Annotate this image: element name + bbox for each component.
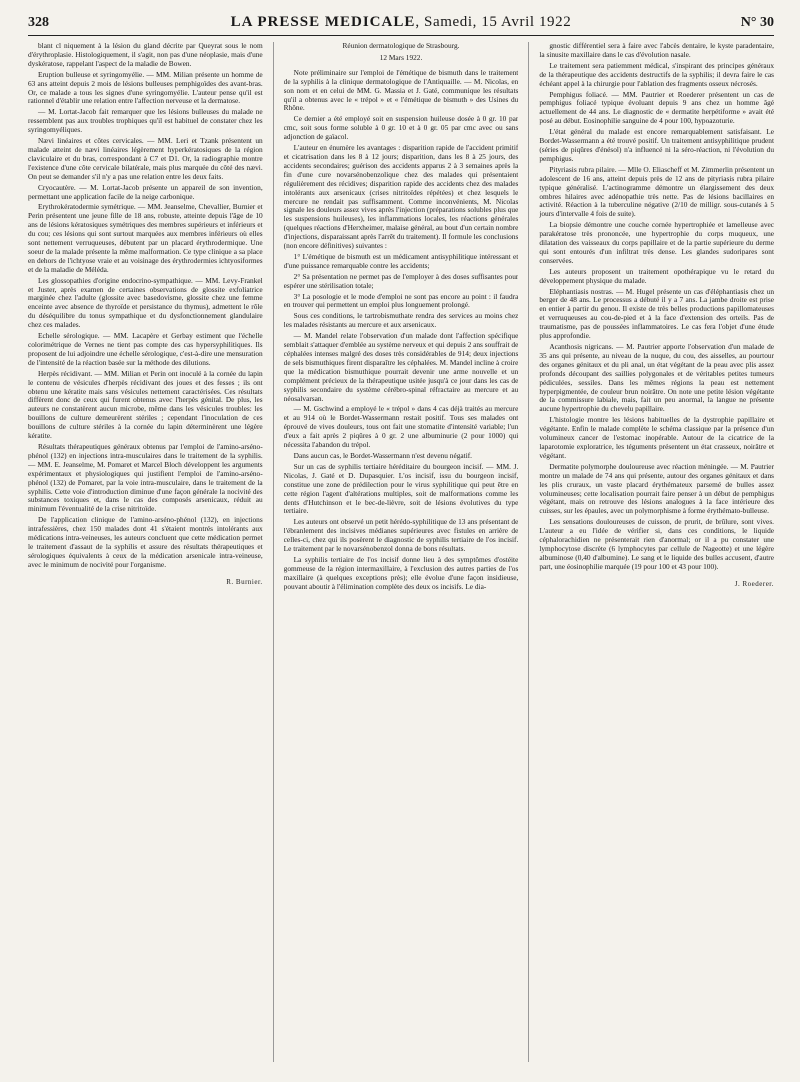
paragraph: blant cl niquement à la lésion du gland décrite par Queyrat sous le nom d'érythroplasie. Histologiquement, il s'agit, non pas d'une néoplasie, mais d'une dyskératose, rappelant l'aspect de la maladie de Bowen. — [28, 42, 263, 68]
signature: R. Burnier. — [226, 577, 263, 586]
paragraph: Eruption bulleuse et syringomyélie. — MM. Milian présente un homme de 63 ans atteint depuis 2 mois de lésions bulleuses pemphigoïdes des avant-bras. Or, ce malade a tous les signes d'une syringomyélie. L'auteur pense qu'il est rationnel d'établir une relation entre l'affection nerveuse et la dermatose. — [28, 69, 263, 106]
paragraph: L'état général du malade est encore remarquablement satisfaisant. Le Bordet-Wassermann a été trouvé positif. Un traitement antisyphilitique prudent (séries de piqûres d'énésol) n'a influencé ni la séro-réaction, ni l'évolution du pemphigus. — [539, 127, 775, 163]
column-1 — [28, 42, 263, 1062]
paragraph: 1° L'émétique de bismuth est un médicament antisyphilitique intéressant et d'une puissance remarquable contre les accidents; — [283, 251, 519, 270]
paragraph: Echelle sérologique. — MM. Lacapère et Gerbay estiment que l'échelle colorimétrique de Vernes ne tient pas compte des cas hypersyphilitiques. Ils proposent de lui adjoindre une échelle sérologique, c'est-à-dire une mensuration de l'intensité de la réaction basée sur la méthode des dilutions. — [28, 331, 263, 367]
paragraph: Dans aucun cas, le Bordet-Wassermann n'est devenu négatif. — [293, 450, 473, 460]
section-heading: Réunion dermatologique de Strasbourg. — [342, 42, 460, 50]
issue-number: N° 30 — [740, 15, 774, 30]
paragraph: De l'application clinique de l'amino-arséno-phénol (132), en injections intrafessières, chez 150 malades dont 41 s'étaient montrés intolérants aux médications intra-veineuses, les auteurs concluent que cette médication permet le traitement d'assaut de la syphilis et assure des résultats thérapeutiques et sérologiques équivalents à ceux de la médication arsenicale intra-veineuse, avec le minimum de nocivité pour l'organisme. — [28, 515, 263, 569]
paragraph: — M. Mandel relate l'observation d'un malade dont l'affection spécifique semblait s'attaquer d'emblée au système nerveux et qui depuis 2 ans souffrait de céphalées intenses malgré des doses très considérables de 914; deux injections de sels bismuthiques firent disparaître les céphalées. M. Mandel incline à croire que la médication bismuthique pourrait devenir une arme nouvelle et un complément précieux de la thérapeutique usitée jusqu'à ce jour dans les cas de syphilis secondaire du système cérébro-spinal réfractaire au mercure et au néosalvarsan. — [283, 331, 519, 403]
column-separator — [273, 42, 274, 1062]
page-header — [28, 14, 774, 36]
paragraph: Eléphantiasis nostras. — M. Hugel présente un cas d'éléphantiasis chez un berger de 48 ans. Le processus a débuté il y a 7 ans. La jambe droite est prise en entier à partir du genou. Il existe de très belles productions papillomateuses et verruqueuses au cou-de-pied et à la face d'extension des orteils. Pas de traumatisme, pas de poussées inflammatoires. Le cas fera l'objet d'une étude plus approfondie. — [539, 286, 775, 341]
journal-title — [68, 14, 734, 31]
paragraph: Les glossopathies d'origine endocrino-sympathique. — MM. Levy-Frankel et Juster, après examen de certaines observations de glossite exfoliatrice marginée chez l'adulte (glossite avec basedovisme, glossite chez une femme enceinte avec absence de thyroïde et persistance du thymus), admettent le rôle du déséquilibre du tonus sympathique et du dysfonctionnement glandulaire chez ces malades. — [28, 275, 263, 330]
paragraph: Ce dernier a été employé soit en suspension huileuse dosée à 0 gr. 10 par cmc, soit sous forme soluble à 0 gr. 10 et à 0 gr. 05 par cmc avec ou sans adjonction de gaïacol. — [283, 114, 519, 142]
paragraph: L'histologie montre les lésions habituelles de la dystrophie papillaire et végétante. Enfin le malade complète le schéma classique par la présence d'un volumineux cancer de l'estomac inopérable. Autour de la cicatrice de la laparotomie exploratrice, les téguments présentent un état crasseux, noirâtre et végétant. — [539, 415, 775, 460]
paragraph: Le traitement sera patiemment médical, s'inspirant des principes généraux de la thérapeutique des accidents destructifs de la syphilis; il devra faire le cas échéant appel à la chirurgie pour l'ablation des fragments osseux nécrosés. — [539, 60, 775, 88]
paragraph: Nævi linéaires et côtes cervicales. — MM. Leri et Tzank présentent un malade atteint de nævi linéaires légèrement hyperkératosiques de la région claviculaire et du bras, correspondant à C7 et D1. Or, la radiographie montre l'existence d'une côte cervicale bilatérale, mais plus marquée du côté des nævi. On peut se demander s'il n'y a pas une relation entre les deux faits. — [28, 136, 263, 181]
paragraph: Les auteurs proposent un traitement opothérapique vu le retard du développement physique du malade. — [539, 266, 775, 285]
paragraph: 2° Sa présentation ne permet pas de l'employer à des doses suffisantes pour espérer une stérilisation totale; — [283, 271, 519, 290]
paragraph: Les auteurs ont observé un petit hérédo-syphilitique de 13 ans présentant de l'ébranlement des incisives médianes supérieures avec fistules en arrière de celles-ci, chez qui ils posèrent le diagnostic de syphilis tertiaire de l'os incisif. Le traitement par le novarsénobenzol donna de bons résultats. — [283, 517, 519, 554]
paragraph: L'auteur en énumère les avantages : disparition rapide de l'accident primitif et cicatrisation dans les 8 à 12 jours; disparition, dans les 8 à 25 jours, des accidents secondaires; guérison des accidents apparus 2 à 3 semaines après la fin d'une cure novarsénobenzolique chez des malades qui présentaient régulièrement des récidives; disparition rapide des accidents chez des malades intolérants aux arsenicaux (crises nitritoïdes répétées) et chez lesquels le mercure ne rendait pas suffisamment. Comme inconvénients, M. Nicolas signale les douleurs assez vives après l'injection (préparations solubles plus que les suspensions huileuses), les inflammations locales, les réactions générales (quelques réactions d'Herxheimer, malaise général, au bout d'un certain nombre d'injections, disparaissant après l'arrêt du traitement). Il formule les conclusions (non encore définitives) suivantes : — [283, 143, 519, 251]
signature: J. Roederer. — [734, 579, 775, 588]
paragraph: Herpès récidivant. — MM. Milian et Perin ont inoculé à la cornée du lapin le contenu de vésicules d'herpès récidivant des joues et des fesses ; ils ont obtenu une kératite mais sans vésicules nettement caractérisées. Ces résultats diffèrent donc de ceux qui furent obtenus avec l'herpès génital. De plus, les auteurs ne constatèrent aucun microbe, même dans les vésicules troubles: les bouillons de culture demeurèrent stériles ; cependant l'inoculation de ces bouillons de culture stériles à la cornée du lapin déterminèrent une légère kératite. — [28, 368, 263, 441]
page-number: 328 — [28, 15, 49, 30]
paragraph: Sur un cas de syphilis tertiaire héréditaire du bourgeon incisif. — MM. J. Nicolas, J. Gaté et D. Dupasquier. L'os incisif, issu du bourgeon incisif, constitue une zone de prédilection pour le virus syphilitique qui peut être en cette région l'agent d'altérations multiples, soit de malformations comme les dents d'Hutchinson et le bec-de-lièvre, soit de lésions évolutives du type tertiaire. — [283, 461, 519, 516]
columns — [28, 42, 774, 1062]
paragraph: 3° La posologie et le mode d'emploi ne sont pas encore au point : il faudra en trouver qui permettent un emploi plus longuement prolongé. — [283, 291, 519, 310]
paragraph: La biopsie démontre une couche cornée hypertrophiée et lamelleuse avec parakératose très prononcée, une hypertrophie du corps muqueux, une dilatation des vaisseaux du corps papillaire et de la partie supérieure du derme qui sont entourés d'un infiltrat très dense. Les glandes sudoripares sont conservées. — [539, 220, 775, 265]
paragraph: Pemphigus foliacé. — MM. Pautrier et Roederer présentent un cas de pemphigus foliacé typique évoluant depuis 9 ans chez un homme âgé actuellement de 44 ans. Le diagnostic de « dermatite herpétiforme » avait été posé au début. Eosinophilie sanguine de 4 pour 100, hypoazoturie. — [539, 89, 775, 126]
paragraph: gnostic différentiel sera à faire avec l'abcès dentaire, le kyste paradentaire, la sinusite maxillaire dans le cas d'évolution nasale. — [539, 42, 775, 59]
column-2 — [284, 42, 519, 1062]
paragraph: Note préliminaire sur l'emploi de l'émétique de bismuth dans le traitement de la syphilis à la clinique dermatologique de l'Antiquaille. — M. Nicolas, en son nom et en celui de MM. G. Massia et J. Gaté, communique les résultats qu'il a obtenus avec le « trépol » et « l'émétique de bismuth » des Usines du Rhône. — [283, 67, 519, 113]
paragraph: Résultats thérapeutiques généraux obtenus par l'emploi de l'amino-arséno-phénol (132) en injections intra-musculaires dans le traitement de la syphilis. — MM. E. Jeanselme, M. Pomaret et Marcel Bloch développent les arguments expérimentaux et physiologiques qui justifient l'emploi de l'amino-arséno-phénol (132) de Pomaret, par la voie intra-musculaire, dans le traitement de la syphilis. Cette voie d'introduction diminue d'une façon générale la nocivité des substances toxiques et, dans le cas des composés arsenicaux, réduit au minimum l'éventualité de la crise nitritoïde. — [28, 441, 263, 514]
paragraph: Cryocautère. — M. Lortat-Jacob présente un appareil de son invention, permettant une application facile de la neige carbonique. — [28, 182, 263, 201]
paragraph: La syphilis tertiaire de l'os incisif donne lieu à des symptômes d'ostéite gommeuse de la région intermaxillaire, à l'exclusion des autres parties de l'os maxillaire (à quelques exceptions près); elle évolue d'une façon insidieuse, pouvant aboutir à l'élimination complète des deux os incisifs. Le dia- — [283, 554, 519, 591]
paragraph: Les sensations douloureuses de cuisson, de prurit, de brûlure, sont vives. L'auteur a eu l'idée de vérifier si, dans ces conditions, le liquide céphalorachidien ne présenterait rien d'anormal; or il a pu constater une lymphocytose discrète (6 lymphocytes par cellule de Nageotte) et une légère albuminose (0,40 d'albumine). Le sang et le liquide des bulles accusent, d'autre part, une éosinophilie marquée (19 pour 100 et 43 pour 100). — [539, 517, 775, 571]
paragraph: Sous ces conditions, le tartrobismuthate rendra des services au moins chez les malades résistants au mercure et aux arsenicaux. — [283, 311, 519, 330]
column-3 — [539, 42, 774, 1062]
column-2-body — [284, 69, 519, 592]
issue-date: , Samedi, 15 Avril 1922 — [415, 14, 572, 30]
paragraph: Acanthosis nigricans. — M. Pautrier apporte l'observation d'un malade de 35 ans qui présente, au niveau de la nuque, du cou, des aisselles, au pourtour des organes génitaux et du pli anal, un état végétant de la peau avec plis assez profonds découpant des saillies polygonales et de véritables petites tumeurs pédiculées, sessiles. Dans les mêmes régions la peau est nettement hyperpigmentée, de couleur brun noirâtre. On note une petite lésion végétante de la commissure labiale, mais, fait un peu anormal, la langue ne présente aucune hypertrophie du chevelu papillaire. — [539, 342, 775, 414]
journal-name: LA PRESSE MEDICALE — [230, 14, 416, 30]
column-separator — [528, 42, 529, 1062]
paragraph: — M. Gschwind a employé le « trépol » dans 4 cas déjà traités au mercure et au 914 où le Bordet-Wassermann restait positif. Tous ses malades ont éprouvé de vives douleurs, tous ont fait une stomatite d'intensité variable; l'un d'eux a fait après 2 piqûres à 0 gr. 2 une albuminurie (2 pour 1000) qui nécessita l'abandon du trépol. — [283, 404, 519, 450]
paragraph: — M. Lortat-Jacob fait remarquer que les lésions bulleuses du malade ne ressemblent pas aux troubles trophiques qu'il est habituel de constater chez les syringomyéliques. — [28, 107, 263, 135]
paragraph: Dermatite polymorphe douloureuse avec réaction méningée. — M. Pautrier montre un malade de 74 ans qui présente, autour des organes génitaux et dans les plis cruraux, un vaste placard érythémateux parsemé de bulles assez volumineuses; cette localisation pourrait faire penser à un début de pemphigus végétant, mais on retrouve des lésions analogues à la face intérieure des cuisses, sur les épaules, avec un polymorphisme à forme érythémato-bulleuse. — [539, 461, 775, 516]
paragraph: Erythrokératodermie symétrique. — MM. Jeanselme, Chevallier, Burnier et Perin présentent une jeune fille de 18 ans, robuste, atteinte depuis l'âge de 10 ans de lésions kératosiques symétriques des membres supérieurs et inférieurs et du cou; ces lésions qui sont surtout marquées aux membres inférieurs où elles sont nettement verruqueuses, débutent par un placard érythrodermique. Une soeur de la malade présente la même malformation. Ce type clinique a sa place en dehors de l'ichtyose vraie et au voisinage des érythrodermies ichtyosiformes et de la maladie de Méléda. — [28, 202, 263, 274]
paragraph: Pityriasis rubra pilaire. — Mlle O. Eliascheff et M. Zimmerlin présentent un adolescent de 16 ans, atteint depuis près de 12 ans de pityriasis rubra pilaire typique généralisé. L'actinogramme démontre un élargissement des deux ombres hilaires avec adénopathie très nette. Pas de lésions bacillaires en activité. Réaction à la tuberculine négative (2/10 de milligr. sous-cutanés à 5 jours d'intervalle 4 fois de suite). — [539, 164, 775, 219]
section-date: 12 Mars 1922. — [379, 52, 423, 62]
